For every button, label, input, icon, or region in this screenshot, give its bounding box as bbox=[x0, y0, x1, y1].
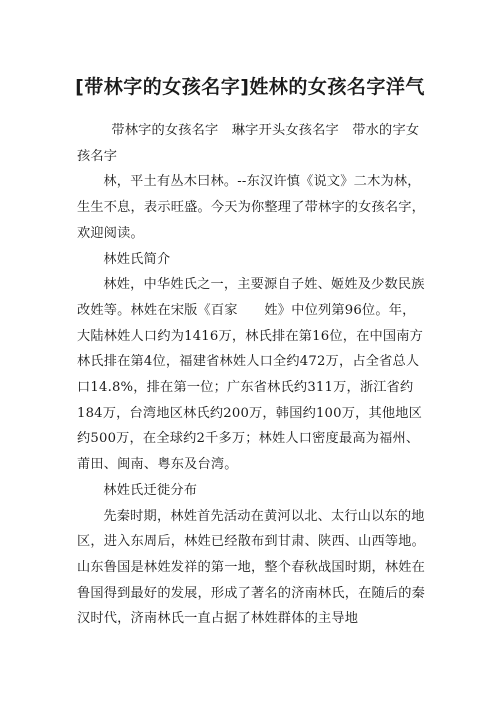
paragraph-intro: 林，平土有丛木曰林。--东汉许慎《说文》二木为林，生生不息，表示旺盛。今天为你整理了带林字的女孩名字，欢迎阅读。 bbox=[77, 174, 426, 241]
document-title: [带林字的女孩名字]姓林的女孩名字洋气 bbox=[75, 76, 425, 98]
section-heading-surname-intro: 林姓氏简介 bbox=[103, 251, 171, 267]
section-heading-migration: 林姓氏迁徙分布 bbox=[103, 482, 198, 498]
paragraph-migration: 先秦时期，林姓首先活动在黄河以北、太行山以东的地区，进入东周后，林姓已经散布到甘肃、陕西、山西等地。山东鲁国是林姓发祥的第一地，整个春秋战国时期，林姓在鲁国得到最好的发展，形成了著名的济南林氏，在随后的秦汉时代，济南林氏一直占据了林姓群体的主导地 bbox=[77, 508, 426, 627]
document-body bbox=[77, 118, 427, 632]
paragraph-related-names: 带林字的女孩名字 琳字开头女孩名字 带水的字女孩名字 bbox=[77, 123, 420, 164]
paragraph-surname-intro: 林姓，中华姓氏之一，主要源自子姓、姬姓及少数民族改姓等。林姓在宋版《百家 姓》中位列第96位。年，大陆林姓人口约为1416万，林氏排在第16位，在中国南方林氏排在第4位，福建省林姓人口全约472万，占全省总人口14.8%，排在第一位；广东省林氏约311万，浙江省约184万，台湾地区林氏约200万，韩国约100万，其他地区约500万，在全球约2千多万；林姓人口密度最高为福州、莆田、闽南、粤东及台湾。 bbox=[77, 277, 425, 473]
